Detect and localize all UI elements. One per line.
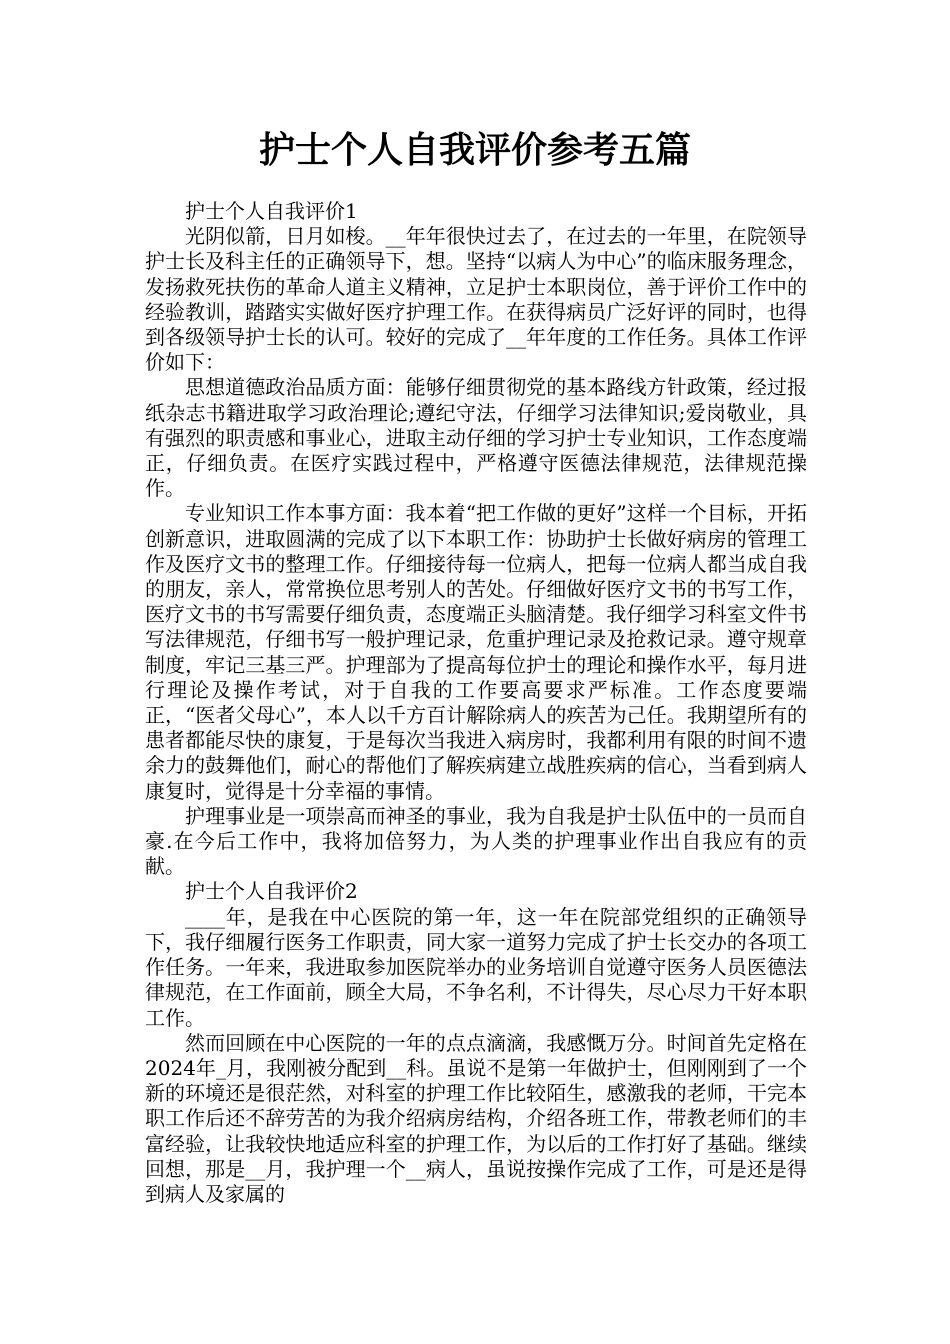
document-title: 护士个人自我评价参考五篇 xyxy=(258,130,691,171)
paragraph: 思想道德政治品质方面：能够仔细贯彻党的基本路线方针政策，经过报纸杂志书籍进取学习政治理论;遵纪守法，仔细学习法律知识;爱岗敬业，具有强烈的职责感和事业心，进取主动仔细的学习护士专业知识，工作态度端正，仔细负责。在医疗实践过程中，严格遵守医德法律规范，法律规范操作。 xyxy=(145,375,807,501)
section-heading-2: 护士个人自我评价2 xyxy=(185,879,358,904)
paragraph: 专业知识工作本事方面：我本着“把工作做的更好”这样一个目标，开拓创新意识，进取圆满的完成了以下本职工作：协助护士长做好病房的管理工作及医疗文书的整理工作。仔细接待每一位病人，把每一位病人都当成自我的朋友，亲人，常常换位思考别人的苦处。仔细做好医疗文书的书写工作，医疗文书的书写需要仔细负责，态度端正头脑清楚。我仔细学习科室文件书写法律规范，仔细书写一般护理记录，危重护理记录及抢救记录。遵守规章制度，牢记三基三严。护理部为了提高每位护士的理论和操作水平，每月进行理论及操作考试，对于自我的工作要高要求严标准。工作态度要端正，“医者父母心”，本人以千方百计解除病人的疾苦为己任。我期望所有的患者都能尽快的康复，于是每次当我进入病房时，我都利用有限的时间不遗余力的鼓舞他们，耐心的帮他们了解疾病建立战胜疾病的信心，当看到病人康复时，觉得是十分幸福的事情。 xyxy=(145,501,807,803)
section-heading-1: 护士个人自我评价1 xyxy=(185,199,358,223)
paragraph: 光阴似箭，日月如梭。__年年很快过去了，在过去的一年里，在院领导护士长及科主任的正确领导下，想。坚持“以病人为中心”的临床服务理念，发扬救死扶伤的革命人道主义精神，立足护士本职岗位，善于评价工作中的经验教训，踏踏实实做好医疗护理工作。在获得病员广泛好评的同时，也得到各级领导护士长的认可。较好的完成了__年年度的工作任务。具体工作评价如下： xyxy=(145,224,807,375)
document-body xyxy=(145,199,807,1207)
paragraph: 然而回顾在中心医院的一年的点点滴滴，我感慨万分。时间首先定格在2024年_月，我刚被分配到__科。虽说不是第一年做护士，但刚刚到了一个新的环境还是很茫然，对科室的护理工作比较陌生，感激我的老师，干完本职工作后还不辞劳苦的为我介绍病房结构，介绍各班工作，带教老师们的丰富经验，让我较快地适应科室的护理工作，为以后的工作打好了基础。继续回想，那是__月，我护理一个__病人，虽说按操作完成了工作，可是还是得到病人及家属的 xyxy=(145,1030,807,1206)
paragraph: ____年，是我在中心医院的第一年，这一年在院部党组织的正确领导下，我仔细履行医务工作职责，同大家一道努力完成了护士长交办的各项工作任务。一年来，我进取参加医院举办的业务培训自觉遵守医务人员医德法律规范，在工作面前，顾全大局，不争名利，不计得失，尽心尽力干好本职工作。 xyxy=(145,904,807,1030)
paragraph: 护理事业是一项崇高而神圣的事业，我为自我是护士队伍中的一员而自豪.在今后工作中，我将加倍努力，为人类的护理事业作出自我应有的贡献。 xyxy=(145,803,807,879)
